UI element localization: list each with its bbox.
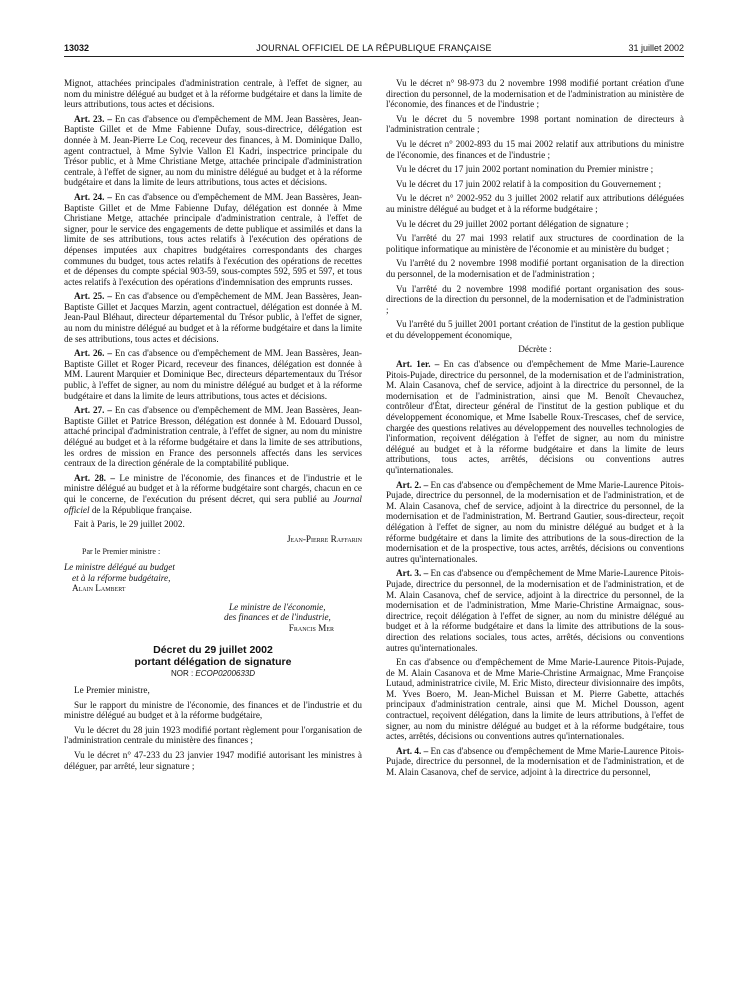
left-column (64, 78, 362, 775)
minister-eco-title-2: des finances et de l'industrie, (224, 612, 331, 623)
decrete: Décrète : (518, 344, 552, 355)
article-23 (64, 114, 362, 188)
nor-code: ECOP0200633D (195, 668, 256, 678)
signatory-pm: Jean-Pierre Raffarin (286, 533, 362, 544)
vu-item: Vu le décret n° 98-973 du 2 novembre 1998 modifié portant création d'une direction du personnel, de la modernisation et de l'administration au ministère de l'économie, des finances et de l'industrie ; (386, 78, 684, 110)
article-24 (64, 192, 362, 287)
article-label: Art. 4. – (396, 745, 429, 756)
article-text: En cas d'absence ou d'empêchement de Mme Marie-Laurence Pitois-Pujade, directrice du personnel, de la modernisation et de l'administration, et de M. Alain Casanova, chef de service, adjoint à la directrice du personnel, de la modernisation et de l'administration, Mme Marie-Christine Armaignac, sous-directrice, reçoit délégation à l'effet de signer, au nom du ministre délégué au budget et à la réforme budgétaire et dans la limite des attributions de la sous-direction des relations sociales, tous actes, arrêtés, décisions ou conventions autres qu'internationales. (386, 568, 684, 653)
article-label: Art. 26. – (74, 348, 112, 359)
article-text: En cas d'absence ou d'empêchement de MM. Jean Bassères, Jean-Baptiste Gillet et de Mme Fabienne Dufay, sous-directrice, délégation est donnée à M. Jean-Pierre Le Coq, receveur des finances, à M. Dominique Dallo, agent contractuel, à Mme Sylvie Vallon El Kadri, inspectrice principale du Trésor public, et à Mme Christiane Metge, attachée principale d'administration centrale, à l'effet de signer, au nom du ministre délégué au budget et à la réforme budgétaire et dans la limite de leurs attributions, tous actes et décisions. (64, 113, 362, 188)
minister-budget-title-2: et à la réforme budgétaire, (72, 572, 171, 583)
article-4 (386, 746, 684, 778)
vu-item: Vu le décret du 5 novembre 1998 portant nomination de directeurs à l'administration centrale ; (386, 113, 684, 135)
premier-ministre: Le Premier ministre, (74, 685, 150, 696)
vu-item: Vu le décret du 29 juillet 2002 portant délégation de signature ; (396, 218, 629, 229)
nor-label: NOR : (170, 668, 196, 678)
fait-a-paris: Fait à Paris, le 29 juillet 2002. (74, 519, 185, 530)
article-label: Art. 23. – (74, 113, 112, 124)
vu-item: Vu l'arrêté du 2 novembre 1998 modifié portant organisation des sous-directions de la direction du personnel, de la modernisation et de l'administration ; (386, 283, 684, 315)
decree-title-line-1: Décret du 29 juillet 2002 (153, 643, 273, 656)
decree-title (64, 644, 362, 668)
issue-date: 31 juillet 2002 (628, 43, 684, 53)
article-label: Art. 24. – (74, 191, 112, 202)
article-26 (64, 348, 362, 401)
vu-item: Vu l'arrêté du 27 mai 1993 relatif aux structures de coordination de la politique informatique au ministère de l'économie et au ministère du budget ; (386, 233, 684, 254)
header-rule (64, 56, 684, 57)
minister-eco-title-1: Le ministre de l'économie, (229, 601, 326, 612)
article-27 (64, 405, 362, 469)
vu-item: Vu le décret n° 2002-952 du 3 juillet 2002 relatif aux attributions déléguées au ministre délégué au budget et à la réforme budgétaire ; (386, 193, 684, 214)
article-label: Art. 1er. – (396, 359, 440, 370)
article-text: de la République française. (89, 504, 192, 515)
article-label: Art. 28. – (74, 472, 115, 483)
article-1 (386, 359, 684, 476)
page-number: 13032 (64, 43, 90, 53)
article-text: Le ministre de l'économie, des finances et de l'industrie et le ministre délégué au budget et à la réforme budgétaire sont chargés, chacun en ce qui le concerne, de l'exécution du présent décret, qui sera publié au (64, 472, 362, 504)
article-text: En cas d'absence ou d'empêchement de Mme Marie-Laurence Pitois-Pujade, directrice du personnel, de la modernisation et de l'administration, et de M. Alain Casanova, chef de service, adjoint à la directrice du personnel, de la modernisation et de l'administration, M. Bertrand Gautier, sous-directeur, reçoit délégation à l'effet de signer, au nom du ministre délégué au budget et à la réforme budgétaire et dans la limite des attributions de la sous-direction de la modernisation et de la prospective, tous actes, arrêtés, décisions ou conventions autres qu'internationales. (386, 479, 684, 564)
article-3-paragraph-2: En cas d'absence ou d'empêchement de Mme Marie-Laurence Pitois-Pujade, de M. Alain Casanova et de Mme Marie-Christine Armaignac, Mme Françoise Lutaud, administratrice civile, M. Eric Misto, directeur divisionnaire des impôts, M. Yves Boero, M. Jean-Michel Buissan et M. Pierre Gabette, attachés principaux d'administration centrale, ainsi que M. Michel Dousson, agent contractuel, reçoivent délégation, dans la limite de leurs attributions, à l'effet de signer, au nom du ministre délégué au budget et à la réforme budgétaire, tous actes, arrêtés, décisions ou conventions autres qu'internationales. (386, 657, 684, 742)
right-column (386, 78, 684, 782)
article-text: En cas d'absence ou d'empêchement de Mme Marie-Laurence Pitois-Pujade, directrice du personnel, de la modernisation et de l'administration, M. Alain Casanova, chef de service, adjoint à la directrice du personnel, de la modernisation et de l'administration, ainsi que M. Benoît Chevauchez, contrôleur d'État, directeur général de l'institut de la gestion publique et du développement économique, et Mme Isabelle Roux-Trescases, chef de service, chargée des questions relatives au développement des nouvelles technologies de l'information, reçoivent délégation à l'effet de signer, au nom du ministre délégué au budget et à la réforme budgétaire et dans la limite de leurs attributions, tous actes, arrêtés, décisions ou conventions autres qu'internationales. (386, 359, 684, 475)
article-25 (64, 291, 362, 344)
article-text: En cas d'absence ou d'empêchement de MM. Jean Bassères, Jean-Baptiste Gillet et Roger Picard, receveur des finances, délégation est donnée à MM. Laurent Marquier et Dominique Bec, directeurs départementaux du Trésor public, à l'effet de signer, au nom du ministre délégué au budget et à la réforme budgétaire et dans la limite de leurs attributions, tous actes et décisions. (64, 348, 362, 401)
vu-item: Vu le décret n° 47-233 du 23 janvier 1947 modifié autorisant les ministres à déléguer, par arrêté, leur signature ; (64, 750, 362, 771)
article-label: Art. 2. – (396, 479, 429, 490)
rapport: Sur le rapport du ministre de l'économie, des finances et de l'industrie et du ministre délégué au budget et à la réforme budgétaire, (64, 699, 362, 721)
article-label: Art. 3. – (396, 568, 429, 579)
article-text: En cas d'absence ou d'empêchement de MM. Jean Bassères, Jean-Baptiste Gillet et Jacques Marzin, agent contractuel, délégation est donnée à M. Jean-Paul Bléhaut, directeur départemental du Trésor public, à l'effet de signer, au nom du ministre délégué au budget et à la réforme budgétaire et dans la limite de ses attributions, tous actes et décisions. (64, 291, 362, 344)
minister-budget-title-1: Le ministre délégué au budget (64, 561, 175, 572)
article-text: En cas d'absence ou d'empêchement de Mme Marie-Laurence Pitois-Pujade, directrice du personnel, de la modernisation et de l'administration, et de M. Alain Casanova, chef de service, adjoint à la directrice du personnel, (386, 745, 684, 778)
article-text: En cas d'absence ou d'empêchement de MM. Jean Bassères, Jean-Baptiste Gillet et de Mme Fabienne Dufay, délégation est donnée à Mme Christiane Metge, attachée principale d'administration centrale, à l'effet de signer, pour le service des engagements de dette publique et assimilés et dans la limite de ses attributions, tous actes relatifs à l'exécution des opérations de dépenses imputées aux chapitres budgétaires correspondants des charges communes du budget, tous actes relatifs à l'exécution des opérations de recettes et de dépenses du compte spécial 903-59, sous-comptes 592, 595 et 597, et tous actes relatifs à l'exécution des opérations d'indemnisation des emprunts russes. (64, 191, 362, 287)
vu-item: Vu l'arrêté du 2 novembre 1998 modifié portant organisation de la direction du personnel, de la modernisation et de l'administration ; (386, 258, 684, 279)
vu-item: Vu le décret n° 2002-893 du 15 mai 2002 relatif aux attributions du ministre de l'économie, des finances et de l'industrie ; (386, 138, 684, 160)
article-label: Art. 27. – (74, 405, 112, 416)
article-2 (386, 480, 684, 565)
vu-item: Vu le décret du 17 juin 2002 relatif à la composition du Gouvernement ; (396, 178, 662, 189)
minister-eco-name: Francis Mer (288, 622, 334, 633)
journal-title: JOURNAL OFFICIEL DE LA RÉPUBLIQUE FRANÇAISE (256, 43, 492, 53)
vu-item: Vu le décret du 17 juin 2002 portant nomination du Premier ministre ; (396, 164, 654, 175)
vu-item: Vu le décret du 28 juin 1923 modifié portant règlement pour l'organisation de l'administration centrale du ministère des finances ; (64, 724, 362, 746)
journal-officiel-ref: Journal officiel (64, 493, 362, 515)
vu-item: Vu l'arrêté du 5 juillet 2001 portant création de l'institut de la gestion publique et du développement économique, (386, 319, 684, 340)
article-3 (386, 568, 684, 653)
minister-budget-name: Alain Lambert (72, 583, 126, 594)
paragraph: Mignot, attachées principales d'administration centrale, à l'effet de signer, au nom du ministre délégué au budget et à la réforme budgétaire et dans la limite de leurs attributions, tous actes et décisions. (64, 78, 362, 110)
article-text: En cas d'absence ou d'empêchement de MM. Jean Bassères, Jean-Baptiste Gillet et Patrice Bresson, délégation est donnée à M. Edouard Dussol, attaché principal d'administration centrale, à l'effet de signer, au nom du ministre délégué au budget et à la réforme budgétaire et dans la limite de ses attributions, les ordres de mission en France des personnels affectés dans les services centraux de la direction générale de la comptabilité publique. (64, 405, 362, 469)
article-28 (64, 473, 362, 515)
decree-title-line-2: portant délégation de signature (134, 655, 292, 668)
par-premier-ministre: Par le Premier ministre : (82, 547, 161, 557)
nor-reference (64, 669, 362, 680)
article-label: Art. 25. – (74, 291, 112, 302)
page-header (64, 43, 684, 57)
